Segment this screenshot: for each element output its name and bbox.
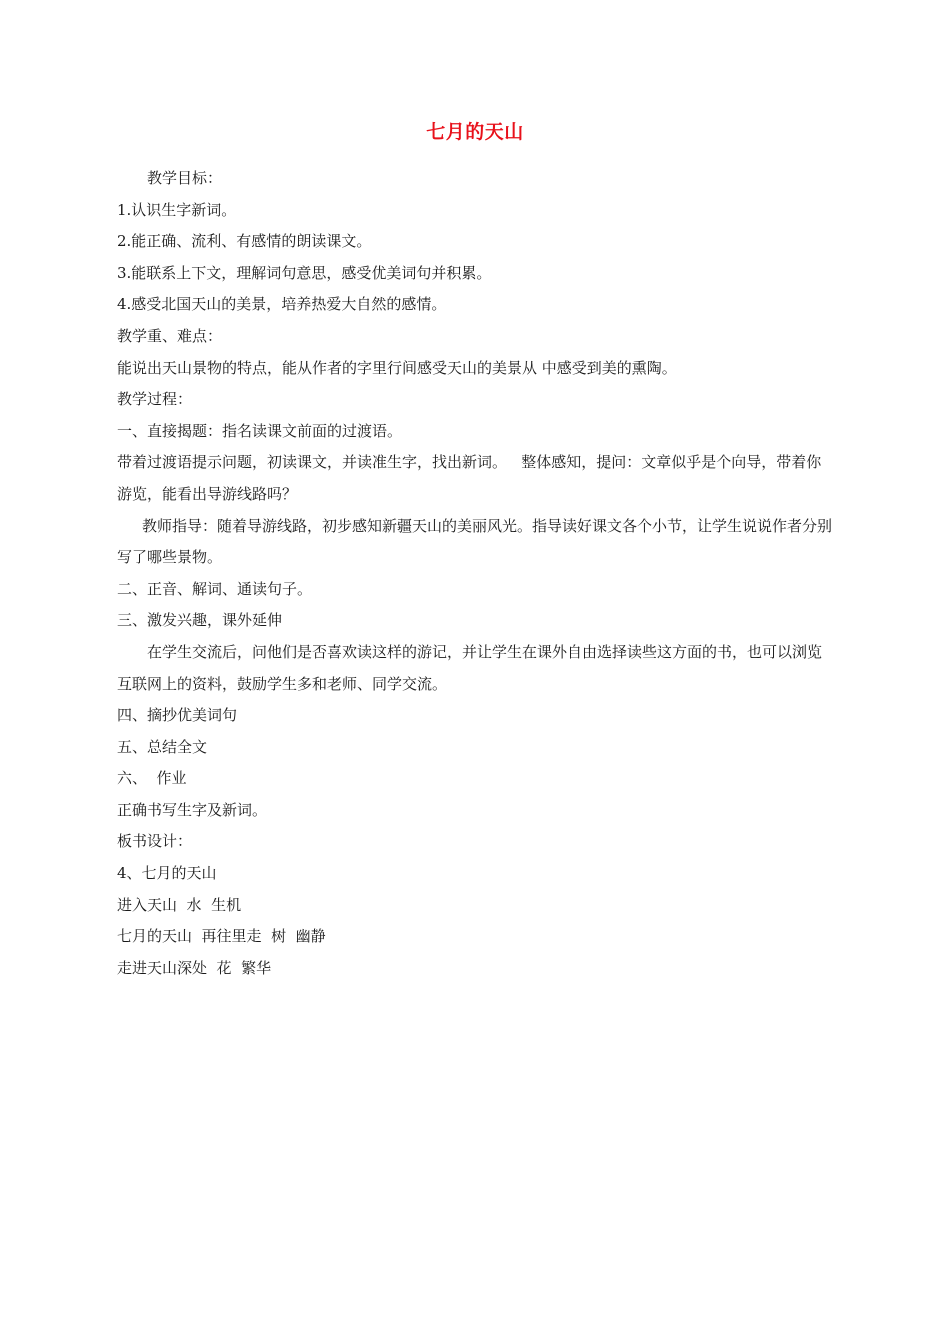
- document-title: 七月的天山: [426, 121, 524, 143]
- process-paragraph: 教师指导：随着导游线路，初步感知新疆天山的美丽风光。指导读好课文各个小节，让学生说说作者分别写了哪些景物。: [117, 516, 833, 567]
- document-body: [117, 163, 835, 984]
- objective-item: 4.感受北国天山的美景，培养热爱大自然的感情。: [117, 295, 447, 314]
- process-step: 一、直接揭题：指名读课文前面的过渡语。: [117, 421, 403, 440]
- process-step: 四、摘抄优美词句: [117, 706, 238, 725]
- board-design-line: 进入天山 水 生机: [117, 895, 242, 914]
- section-heading-process: 教学过程：: [117, 390, 193, 409]
- objective-item: 3.能联系上下文，理解词句意思，感受优美词句并积累。: [117, 263, 492, 282]
- board-design-line: 七月的天山 再往里走 树 幽静: [117, 927, 326, 946]
- section-heading-objectives: 教学目标：: [147, 169, 223, 187]
- process-step: 五、总结全文: [117, 737, 208, 756]
- process-paragraph: 在学生交流后，问他们是否喜欢读这样的游记，并让学生在课外自由选择读些这方面的书，也可以浏览互联网上的资料，鼓励学生多和老师、同学交流。: [117, 642, 823, 693]
- process-step: 三、激发兴趣，课外延伸: [117, 611, 283, 630]
- section-heading-key-points: 教学重、难点：: [117, 326, 223, 345]
- process-step: 二、正音、解词、通读句子。: [117, 579, 313, 598]
- key-points-text: 能说出天山景物的特点，能从作者的字里行间感受天山的美景从 中感受到美的熏陶。: [117, 358, 677, 377]
- process-paragraph: 带着过渡语提示问题，初读课文，并读准生字，找出新词。 整体感知，提问：文章似乎是个向导，带着你游览，能看出导游线路吗？: [117, 453, 822, 503]
- board-design-line: 走进天山深处 花 繁华: [117, 958, 272, 977]
- objective-item: 2.能正确、流利、有感情的朗读课文。: [117, 232, 372, 251]
- process-step: 六、 作业: [117, 769, 187, 788]
- section-heading-board-design: 板书设计：: [117, 832, 193, 851]
- board-design-line: 4、七月的天山: [117, 864, 217, 883]
- objective-item: 1.认识生字新词。: [117, 200, 237, 219]
- homework-text: 正确书写生字及新词。: [117, 800, 268, 819]
